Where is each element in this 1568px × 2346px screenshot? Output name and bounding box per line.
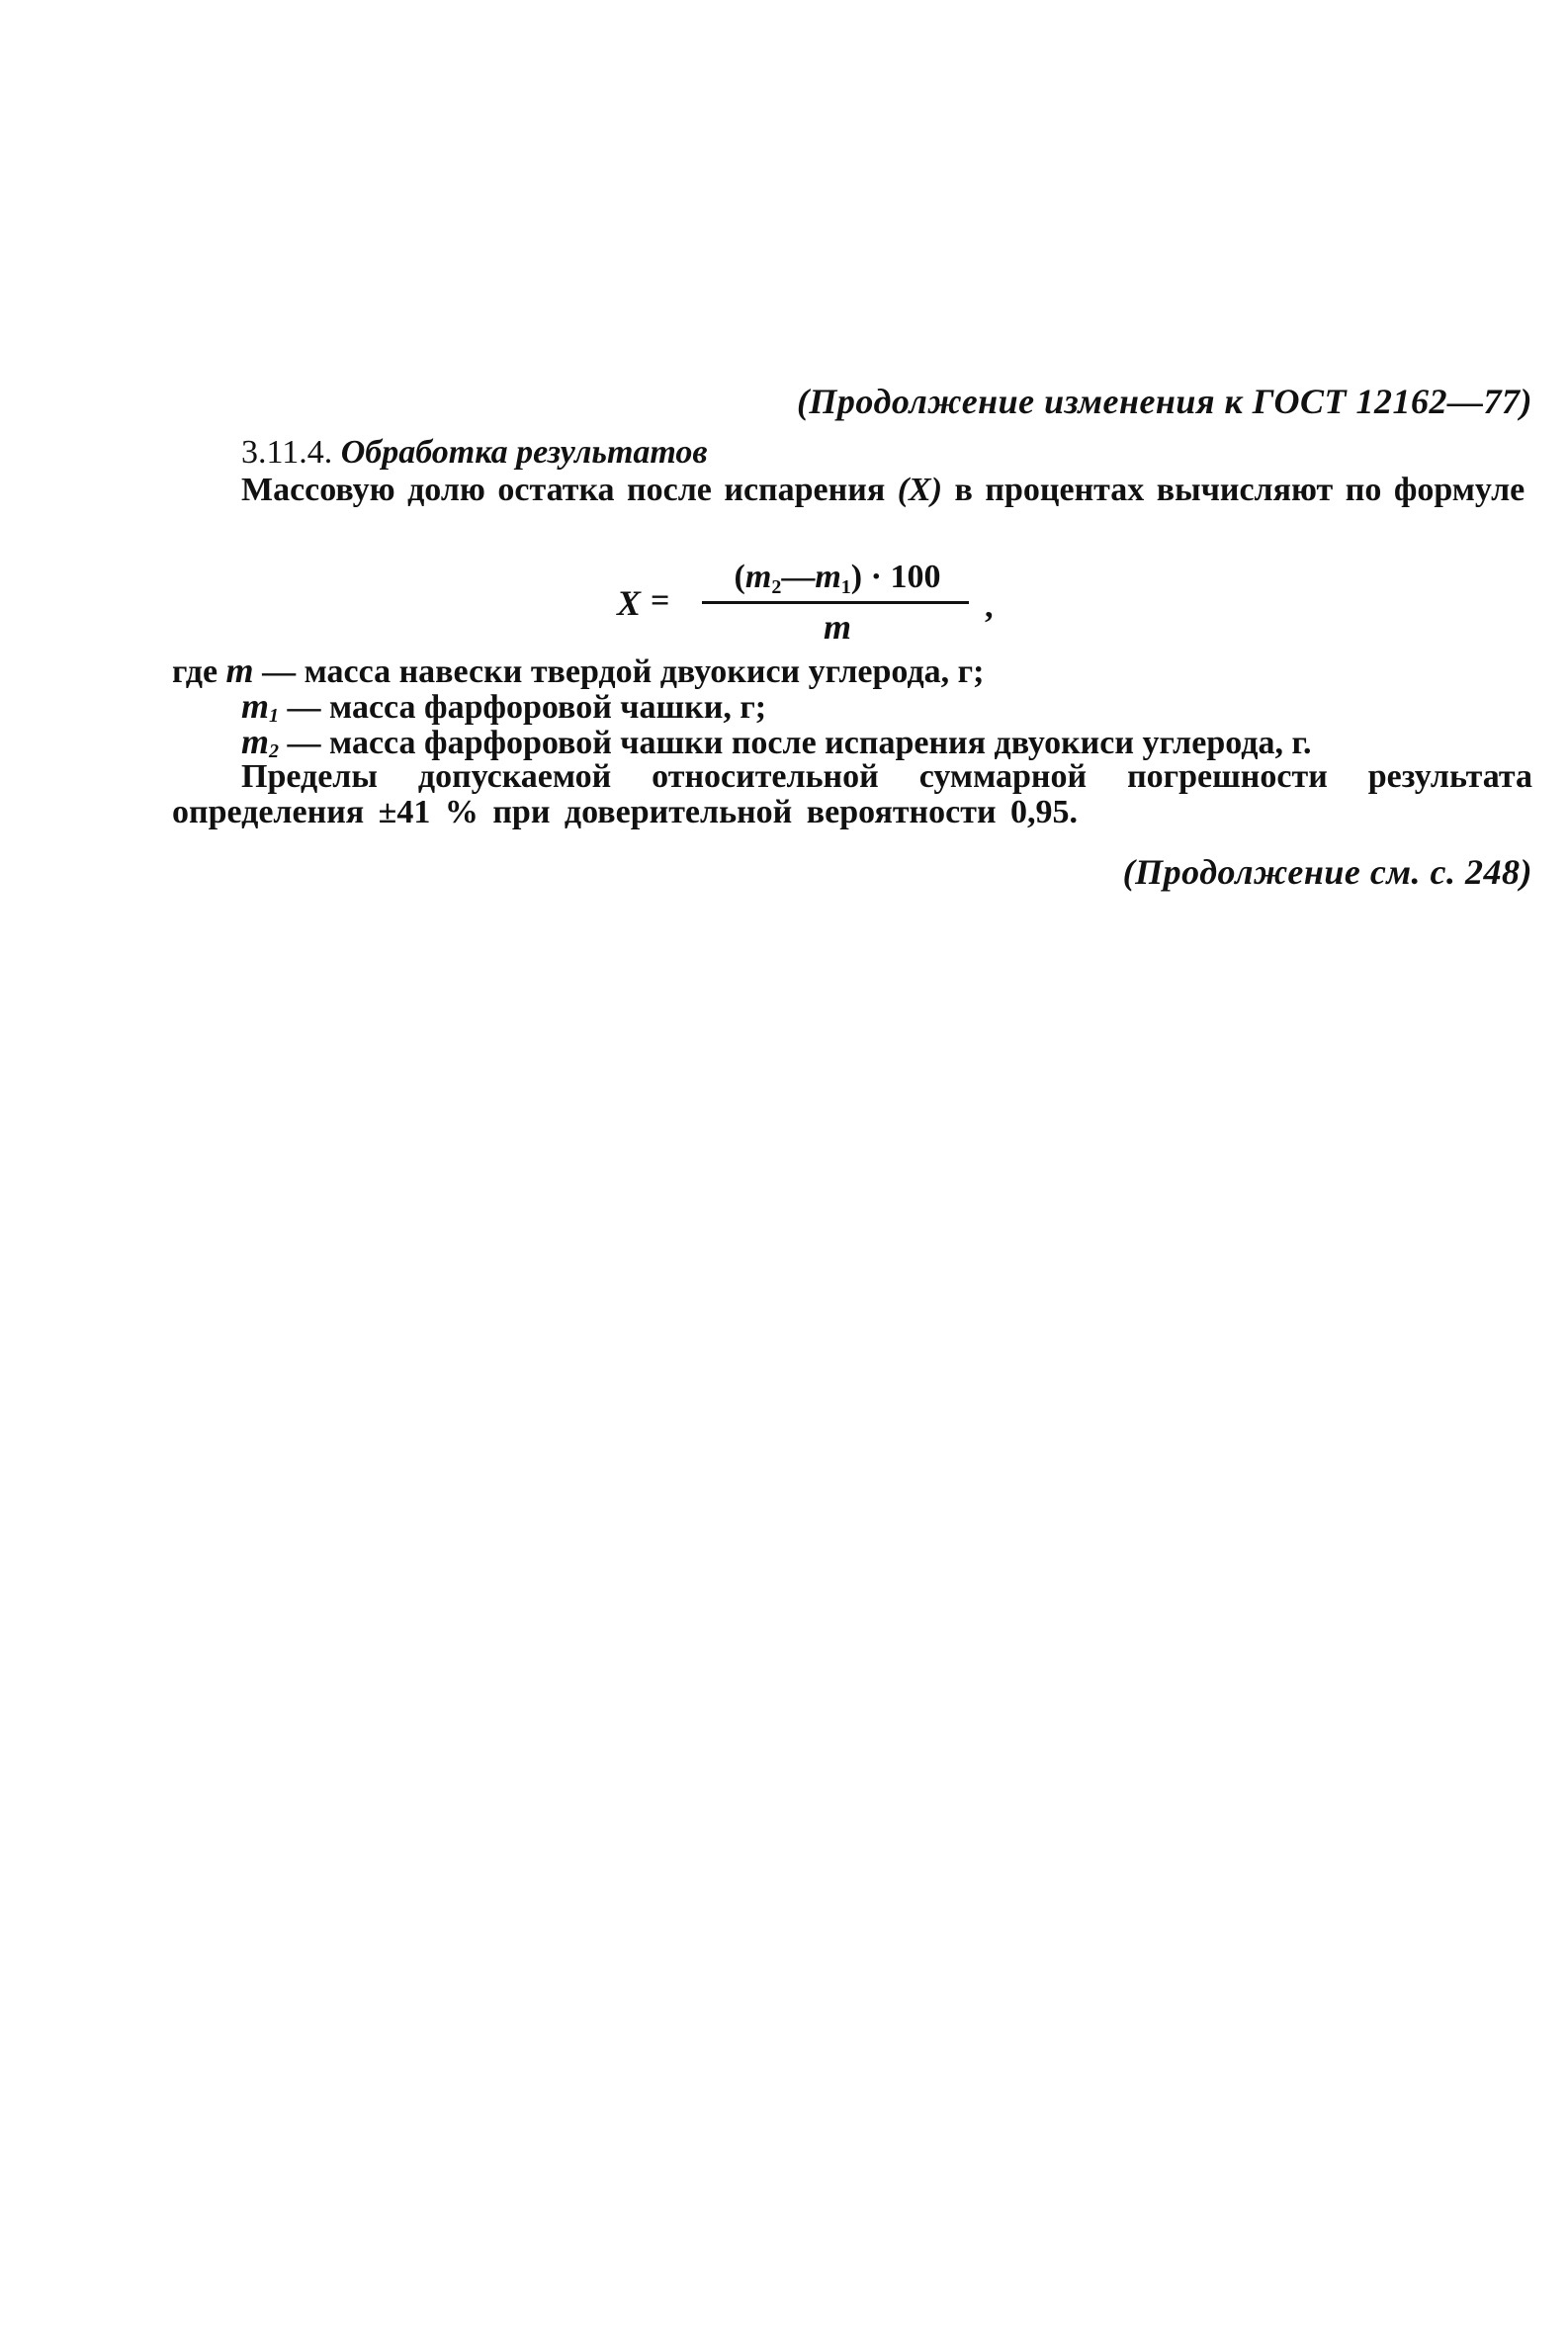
numerator-close: ) · 100 — [850, 559, 941, 595]
intro-paragraph — [172, 473, 1532, 508]
formula-denominator: m — [823, 607, 851, 647]
definition-symbol: m — [225, 651, 254, 690]
definition-text: — масса фарфоровой чашки после испарения двуокиси углерода, г. — [279, 725, 1312, 761]
section-title: Обработка результатов — [340, 434, 708, 471]
intro-text-part1: Массовую долю остатка после испарения — [241, 472, 898, 508]
fraction-bar — [702, 601, 969, 604]
section-number: 3.11.4. — [241, 434, 333, 471]
numerator-m2-sub: 2 — [771, 576, 782, 598]
continuation-header: (Продолжение изменения к ГОСТ 12162—77) — [796, 382, 1532, 421]
numerator-minus: — — [781, 559, 816, 595]
section-heading — [172, 435, 1568, 471]
intro-variable: (X) — [897, 472, 943, 508]
symbol-subscript: 2 — [269, 740, 280, 762]
symbol-letter: m — [241, 722, 270, 761]
formula-lhs: X — [617, 583, 642, 623]
symbol-letter: m — [241, 686, 270, 726]
intro-text-part2: в процентах вычисляют по формуле — [942, 472, 1525, 508]
formula-equals: = — [651, 582, 670, 619]
definition-m — [172, 652, 1532, 688]
definitions-list — [172, 651, 1532, 762]
definition-prefix: где — [172, 653, 226, 690]
numerator-m1: m — [815, 559, 841, 595]
definition-m1 — [172, 686, 1532, 727]
definition-text: — масса навески твердой двуокиси углерода, г; — [253, 653, 985, 690]
formula — [617, 560, 1012, 649]
numerator-m1-sub: 1 — [840, 576, 851, 598]
definition-symbol — [241, 722, 279, 761]
definition-symbol — [241, 686, 279, 726]
symbol-subscript: 1 — [269, 705, 280, 727]
continuation-footer: (Продолжение см. с. 248) — [1122, 852, 1532, 892]
numerator-m2: m — [744, 559, 772, 595]
error-limits-paragraph: Пределы допускаемой относительной суммарной погрешности результата определения ±41 % при доверительной вероятности 0,95. — [172, 758, 1532, 830]
numerator-open: ( — [734, 559, 745, 595]
definition-text: — масса фарфоровой чашки, г; — [279, 689, 767, 726]
formula-numerator — [714, 560, 961, 605]
definition-m2 — [172, 722, 1532, 762]
formula-trailing-comma: , — [985, 588, 994, 625]
